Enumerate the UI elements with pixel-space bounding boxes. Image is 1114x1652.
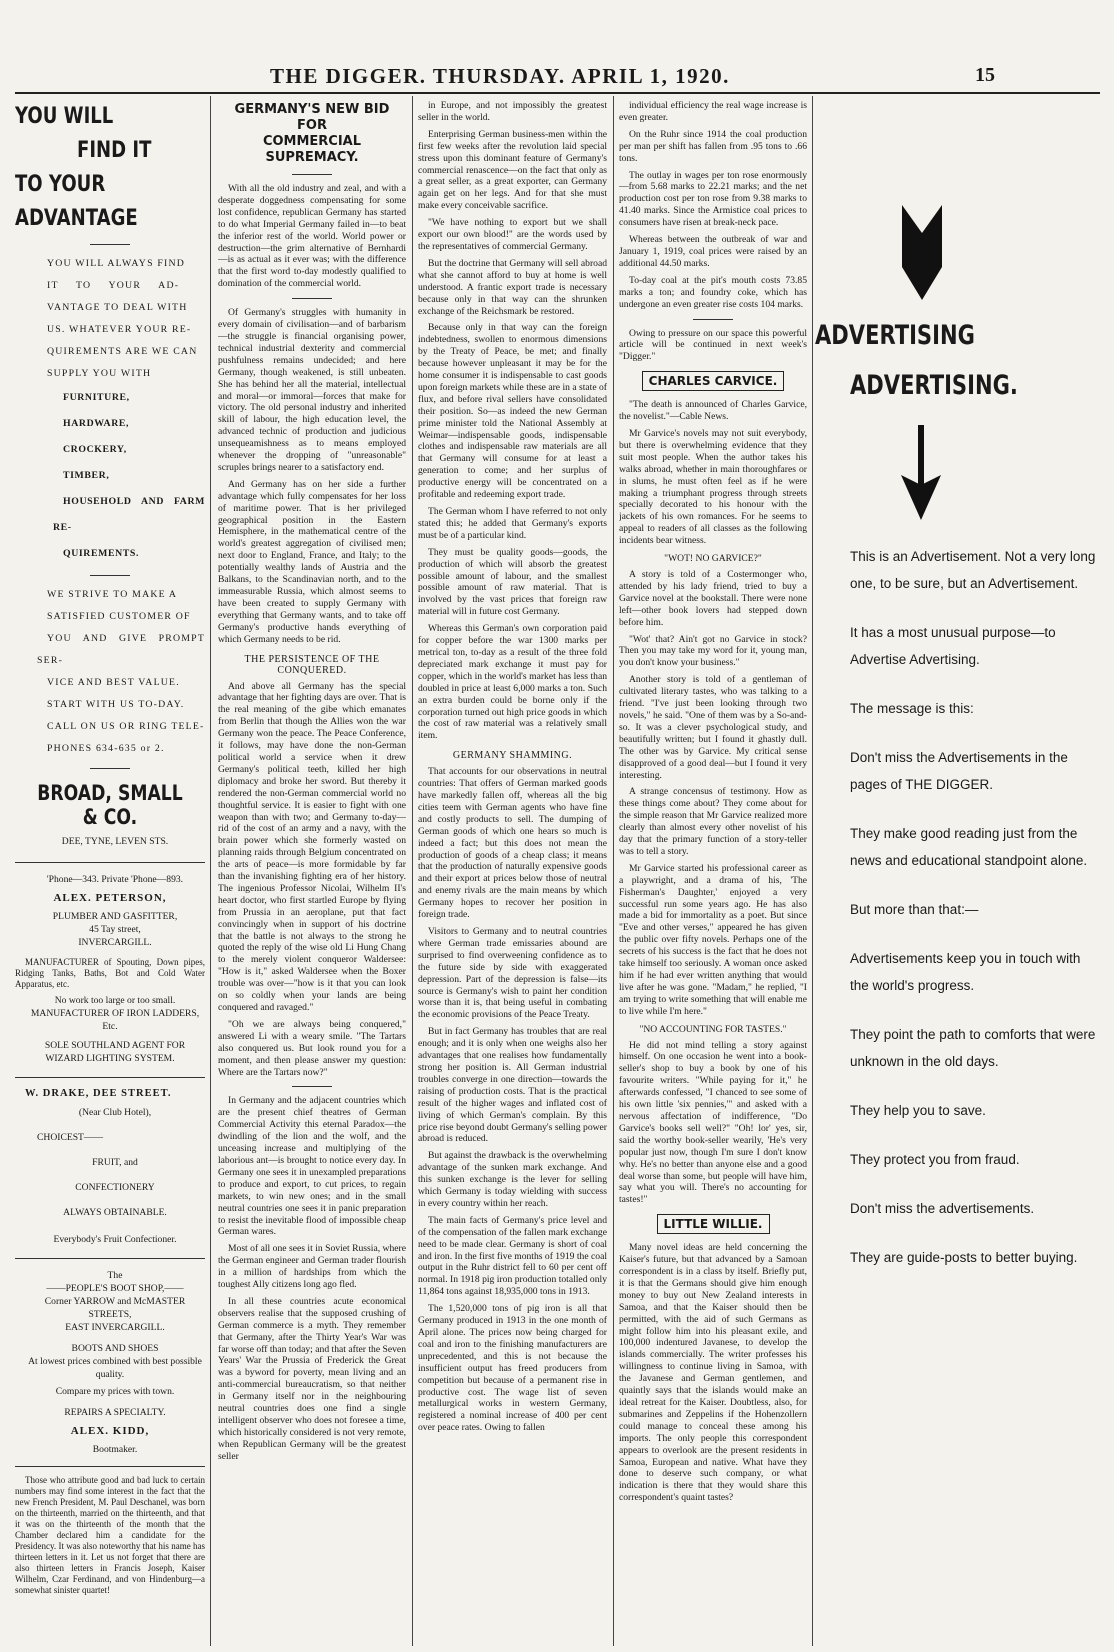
ad-item: CROCKERY, <box>63 444 127 455</box>
ad-line: CALL ON US OR RING TELE- <box>47 721 205 732</box>
ad-drake <box>15 1088 205 1246</box>
paragraph: And above all Germany has the special advantage that her fighting days are over. That is the real meaning of the gibe which emanates from Berlin that though the Allies won the war Germany won the peace. The Peace Conference, it follows, may have done the non-German political world a service when it drew Germany's political teeth, killed her high diplomacy and broke her sword. But thereby it rendered the non-German commercial world no thoughtful service. It is easier to fight with one weapon than with two; and Germany to-day—rid of the cost of an army and a navy, with the brain power which she formerly wasted on planning raids through Belgium concentrated on the arts of peace—is more formidable by far than the invanishing fighting era of her history. The ingenious Professor Nicolai, Wilhelm II's heart doctor, who first startled Europe by flying from Prussia in an aeroplane, put that fact convincingly when in support of his doctrine that the battle is not always to the strong he quoted the reply of the wise old Li Hung Chang to the merely violent conqueror Waldersee: "How is it," asked Waldersee when the Boxer trouble was over—"how is it that you can look on so coldly when your lands are being conquered and ravaged." <box>218 680 406 1013</box>
article-column <box>218 100 406 1645</box>
article-headline <box>218 102 406 166</box>
ad-line: (Near Club Hotel), <box>78 1106 152 1118</box>
divider <box>90 575 130 576</box>
ad-line: CONFECTIONERY <box>75 1181 155 1193</box>
ad-line: Everybody's Fruit Confectioner. <box>53 1233 177 1245</box>
paragraph: "We have nothing to export but we shall export our own blood!" are the words used by the representatives of commercial Germany. <box>418 217 607 252</box>
ad-text: MANUFACTURER of Spouting, Down pipes, Ridging Tanks, Baths, Bot and Cold Water Apparatus, etc. <box>15 957 205 989</box>
ad-brand: BROAD, SMALL & CO. <box>37 781 183 829</box>
divider <box>90 768 130 769</box>
advertising-text <box>850 543 1098 1293</box>
paragraph: He did not mind telling a story against himself. On one occasion he went into a book-seller's shop to buy a book by one of his favourite writers. "While paying for it," he afterwards confessed, "I chanced to see some of his own little 'six pennies,'" and asked with a nervous affectation of indifference, "Do Garvice's books sell well?" "Oh! lor' yes, sir, said the worthy book-seller wearily, 'He's very popular just now, though I'm sure I don't know why. He's no better than anyone else and a good deal worse than some, but people will have him, say what you will. There's no accounting for tastes!" <box>619 1039 807 1206</box>
ad-line: US. WHATEVER YOUR RE- <box>47 324 192 335</box>
subheading: GERMANY SHAMMING. <box>452 750 573 762</box>
ad-line: VICE AND BEST VALUE. <box>47 677 180 688</box>
paragraph: But in fact Germany has troubles that are real enough; and it is only when one weighs also her advantages that one realises how fundamentally strong her position is. All German industrial troubles converge in one direction—towards the raising of production costs. That is the practical result of the higher wages and inflated cost of living of which German's complain. By this price rise beyond doubt Germany's selling power abroad is reduced. <box>418 1026 607 1145</box>
ad-broad-small <box>15 100 205 848</box>
paragraph: Enterprising German business-men within the first few weeks after the revolution laid special stress upon this dominant feature of Germany's commercial renascence—on the fact that only as a great seller, as a great exporter, can Germany again get on her legs. And for that she must make every conceivable sacrifice. <box>418 128 607 212</box>
paragraph: Mr Garvice started his professional career as a playwright, and a drama of his, 'The Fisherman's Daughter,' enjoyed a very successful run some years ago. He has also made a bid for immortality as a poet. But since "Eve and other verses," appeared he has given the public over fifty novels. Perhaps one of the secrets of his success is the fact that he does not take himself too seriously. A woman once asked him if he had ever written anything that would live after he was gone. "Madam," he replied, "I am trying to write something that will enable me to live while I'm here." <box>619 862 807 1017</box>
ad-border <box>15 1258 205 1259</box>
paragraph: "Wot' that? Ain't got no Garvice in stock? Then you may take my word for it, young man, you don't know your business." <box>619 633 807 669</box>
masthead <box>0 62 1114 92</box>
advert-line: They are guide-posts to better buying. <box>850 1250 1078 1265</box>
advert-line: But more than that:— <box>850 902 979 917</box>
ad-line: QUIREMENTS ARE WE CAN <box>47 346 198 357</box>
ad-name: W. DRAKE, DEE STREET. <box>25 1088 172 1099</box>
column-divider <box>812 96 813 1646</box>
paragraph: In all these countries acute economical observers realise that the supposed crushing of German commerce is a myth. They remember that Germany, after the Thirty Year's War was far worse off than today; and that after the Seven Years' War the Prussia of Frederick the Great was a byword for poverty, mean living and an anti-commercial bureaucratism, so that neither in Germany itself nor in the neighbouring neutral countries does one find a single intelligent observer who does not foresee a time, which historically considered is not very remote, when Republican Germany will be the greatest seller <box>218 1295 406 1462</box>
paragraph: Mr Garvice's novels may not suit everybody, but there is overwhelming evidence that they suit most people. When the author takes his walks abroad, whether in main thoroughfares or in slums, he must often feel as if he were making a triumphant progress through streets specially decorated to his honour with the jackets of his own romances. For he seems to appeal to readers of all classes as the following incidents bear witness. <box>619 428 807 547</box>
ad-line: YOU AND GIVE PROMPT SER- <box>37 633 205 666</box>
article-headline: LITTLE WILLIE. <box>657 1214 770 1234</box>
paragraph: Owing to pressure on our space this powerful article will be continued in next week's "Digger." <box>619 327 807 363</box>
column-divider <box>210 96 211 1646</box>
paragraph: In Germany and the adjacent countries which are the present chief theatres of German Commercial Activity this eternal Paradox—the dwindling of the lion and the wolf, and the unceasing increase and multiplying of the laborious ant—is brought to notice every day. In Germany one sees it in unexampled preparations to produce and export, to cut prices, to regain markets, to win new ones; and in the small neutral countries one sees it in panic preparation to resist the inevitable flood of impossible cheap German wares. <box>218 1095 406 1238</box>
arrow-down-icon <box>901 425 941 520</box>
ad-line: ALWAYS OBTAINABLE. <box>63 1206 167 1218</box>
ad-line: Bootmaker. <box>92 1443 138 1455</box>
column-divider <box>412 96 413 1646</box>
ad-address: INVERCARGILL. <box>78 937 152 948</box>
ad-streets: DEE, TYNE, LEVEN STS. <box>61 836 169 847</box>
ad-boot-shop <box>15 1269 205 1456</box>
ad-line: WE STRIVE TO MAKE A <box>47 589 178 600</box>
ad-line: PHONES 634-635 or 2. <box>47 743 165 754</box>
ad-peterson <box>15 873 205 1065</box>
ad-line: ——PEOPLE'S BOOT SHOP,—— <box>46 1282 184 1294</box>
paragraph: The outlay in wages per ton rose enormously—from 5.68 marks to 22.21 marks; and the net production cost per ton rose from 9.38 marks to 41.40 marks. Since the Armistice coal prices to consumers have risen at break-neck pace. <box>619 169 807 229</box>
paragraph: Because only in that way can the foreign indebtedness, swollen to enormous dimensions by the Treaty of Peace, be met; and finally because however unpleasant it may be for the home consumer it is indispensable to cast goods upon foreign markets while these are in a state of flux, and before rival sellers have consolidated their position. So—as indeed the new German prime minister told the National Assembly at Weimar—indispensable goods, indispensable clothes and indispensable raw materials are all that Germany will consume for at least a generation to come; and her surplus of productive energy will be concentrated on a profitable and redeeming export trade. <box>418 322 607 501</box>
ad-line: Corner YARROW and McMASTER STREETS, <box>44 1295 186 1320</box>
ad-border <box>15 1077 205 1078</box>
ad-border <box>15 862 205 863</box>
ad-line: FRUIT, and <box>92 1156 138 1168</box>
page-number: 15 <box>975 64 995 86</box>
article-headline: CHARLES CARVICE. <box>642 371 785 391</box>
headline-line: COMMERCIAL SUPREMACY. <box>262 134 362 165</box>
ad-headline: FIND IT <box>77 138 152 163</box>
ad-line: The <box>107 1269 123 1281</box>
advert-line: They help you to save. <box>850 1103 986 1118</box>
article-column <box>619 100 807 1645</box>
advert-line: They make good reading just from the news and educational standpoint alone. <box>850 826 1088 868</box>
ad-border <box>15 1466 205 1467</box>
ad-line: SUPPLY YOU WITH <box>47 368 152 379</box>
article-column <box>418 100 607 1645</box>
ad-line: SATISFIED CUSTOMER OF <box>47 611 191 622</box>
ad-headline: YOU WILL <box>15 104 114 129</box>
divider <box>292 174 332 175</box>
advertising-heading: ADVERTISING. <box>850 370 1018 401</box>
paragraph: The German whom I have referred to not only stated this; he added that Germany's exports must be of a particular kind. <box>418 506 607 541</box>
advert-line: The message is this: <box>850 701 974 716</box>
advert-line: They point the path to comforts that were unknown in the old days. <box>850 1027 1096 1069</box>
ads-column <box>15 100 205 1645</box>
paragraph: Whereas this German's own corporation paid for copper before the war 1300 marks per metrical ton, to-day as a result of the three fold depreciated mark exchange it must pay for copper, which in the world's market has less than doubled in price at least 6,000 marks a ton. Such an extra burden could be borne only if the corporation turned out high price goods in which the cost of raw material was a relatively small item. <box>418 623 607 742</box>
paragraph: Many novel ideas are held concerning the Kaiser's future, but that advanced by a Samoan correspondent is in a class by itself. Briefly put, it is that the Germans should give him enough money to buy out New Zealand interests in Samoa, and that the Kaiser should then be permitted, with the aid of such Germans as might follow him into his pleasant exile, and 100,000 indentured Javanese, to develop the islands commercially. The writer professes his willingness to continue living in Samoa, with the Javanese and German gentlemen, and quaintly says that the islands would make an ideal retreat for the Kaiser. Doubtless, also, for submarines and Zeppelins if the Hohenzollern could manage to conceal these among his imports. The only people this correspondent appears to overlook are the present residents in Samoa, European and native. What have they done to deserve such company, or what indication is there that they would share this correspondent's quaint tastes? <box>619 1242 807 1504</box>
ad-line: SOLE SOUTHLAND AGENT FOR WIZARD LIGHTING SYSTEM. <box>44 1040 186 1064</box>
paragraph: The main facts of Germany's price level and of the compensation of the fallen mark exchange need to be made clear. Germany is short of coal and iron. In the first five months of 1919 the coal output in the Ruhr district fell to 60 per cent off normal. In 1918 pig iron production totalled only 11,864 tons against 18,935,000 tons in 1913. <box>418 1214 607 1298</box>
paragraph: A strange concensus of testimony. How as these things come about? They come about for the simple reason that Mr Garvice realized more clearly than almost every other novelist of his day that the primary function of a story-teller was to tell a story. <box>619 786 807 857</box>
paragraph: On the Ruhr since 1914 the coal production per man per shift has fallen from .95 tons to .66 tons. <box>619 128 807 164</box>
ad-line: Compare my prices with town. <box>55 1385 175 1397</box>
paragraph: And Germany has on her side a further advantage which fully compensates for her loss of maritime power. That is her privileged geographical position in the Eastern Hemisphere, in the mathematical centre of the world's greatest aggregation of civilised men; next door to England, France, and Italy; to the potentially wealthy lands of Austria and the Balkans, to the Scandinavian north, and to the immeasurable Russia, which almost seems to have been created to supply Germany with everything that Germany wants, and to take off Germany's productive hands everything of which Germany needs to be rid. <box>218 478 406 645</box>
divider <box>292 298 332 299</box>
ad-line: IT TO YOUR AD- <box>47 280 180 291</box>
paragraph: Of Germany's struggles with humanity in every domain of civilisation—and of barbarism—the struggle is financial organising power, technical industrial dexterity and commercial pushfulness remains undecided; and here Germany, though weakened, is still unbeaten. She has behind her all the material, intellectual and moral—or immoral—forces that make for victory. The old personal industry and inherited skill of labour, the high education level, the advanced technic of production and judicious unsequeamishness as to means employed whenever the dropping of "unreasonable" scruples brings nearer to a satisfactory end. <box>218 307 406 473</box>
subheading: "WOT! NO GARVICE?" <box>664 553 762 565</box>
subheading: "NO ACCOUNTING FOR TASTES." <box>639 1023 787 1035</box>
ad-line: At lowest prices combined with best possible quality. <box>28 1355 202 1380</box>
paragraph: But the doctrine that Germany will sell abroad what she cannot afford to buy at home is well understood. A frantic export trade is necessary because only in that way can the shrunken exchange of the Reichsmark be restored. <box>418 257 607 317</box>
ad-trade: PLUMBER AND GASFITTER, <box>52 911 178 922</box>
paragraph: "The death is announced of Charles Garvice, the novelist."—Cable News. <box>619 399 807 423</box>
ad-line: VANTAGE TO DEAL WITH <box>47 302 188 313</box>
advert-line: Don't miss the Advertisements in the pages of THE DIGGER. <box>850 750 1068 792</box>
paragraph: "Oh we are always being conquered," answered Li with a weary smile. "The Tartars also conquered us. But look round you for a moment, and then please answer my question: Where are the Tartars now?" <box>218 1018 406 1078</box>
ad-item: QUIREMENTS. <box>63 548 140 559</box>
ad-line: MANUFACTURER OF IRON LADDERS, Etc. <box>30 1008 200 1032</box>
paragraph: With all the old industry and zeal, and with a desperate doggedness compensating for some lost confidence, republican Germany has started to do what Imperial Germany failed in—to beat the inferior rest of the world. World power or destruction—the grim alternative of Bernhardi—is as actual as it ever was; with the difference that the first word to-day modestly qualified to domination of the commercial world. <box>218 183 406 290</box>
ad-line: YOU WILL ALWAYS FIND <box>47 258 186 269</box>
divider <box>90 244 130 245</box>
ad-item: HARDWARE, <box>63 418 130 429</box>
divider <box>292 1086 332 1087</box>
advert-line: They protect you from fraud. <box>850 1152 1020 1167</box>
subheading: THE PERSISTENCE OF THE CONQUERED. <box>244 653 380 676</box>
ad-line: No work too large or too small. <box>54 995 176 1006</box>
advert-line: Don't miss the advertisements. <box>850 1201 1035 1216</box>
ad-headline: TO YOUR ADVANTAGE <box>15 172 138 231</box>
ad-phone: 'Phone—343. Private 'Phone—893. <box>46 874 184 885</box>
ad-address: 45 Tay street, <box>89 924 141 935</box>
newspaper-title: THE DIGGER. THURSDAY. APRIL 1, 1920. <box>270 64 730 88</box>
paragraph: Another story is told of a gentleman of cultivated literary tastes, who was talking to a friend. "I've just been looking through two novels," he said. "One of them was by a So-and-so. It was a clever psychological study, and beautifully written; but I found it ghastly dull. The other was by Garvice. My critical sense disapproved of a good deal—but I found it very interesting. <box>619 674 807 781</box>
paragraph: Those who attribute good and bad luck to certain numbers may find some interest in the fact that the new French President, M. Paul Deschanel, was born on the thirteenth, married on the thirteenth, and that it was on the thirteenth of the month that the Chamber declared him a candidate for the Presidency. It was also noteworthy that his name has thirteen letters in it. Let us not forget that there are also thirteen letters in Francis Joseph, Kaiser Wilhelm, Czar Ferdinand, and von Hindenburg—a somewhat sinister quartet! <box>15 1474 205 1595</box>
ad-item: HOUSEHOLD AND FARM RE- <box>53 496 205 533</box>
ad-line: REPAIRS A SPECIALTY. <box>64 1406 166 1418</box>
paragraph: in Europe, and not impossibly the greatest seller in the world. <box>418 100 607 123</box>
advertising-heading: ADVERTISING <box>815 320 975 351</box>
ad-item: FURNITURE, <box>63 392 130 403</box>
paragraph: Most of all one sees it in Soviet Russia, where the German engineer and German trader flourish in a million of hardships from which the toughest Ally citizens long ago fled. <box>218 1243 406 1291</box>
paragraph: Visitors to Germany and to neutral countries where German trade emissaries abound are surprised to find overweening confidence as to the future side by side with exaggerated depression. Part of the depression is false—its source is Germany's wish to paint her condition worse than it is, that being useful in combating the economic provisions of the Peace Treaty. <box>418 926 607 1021</box>
ad-name: ALEX. PETERSON, <box>53 892 167 904</box>
ad-line: START WITH US TO-DAY. <box>47 699 185 710</box>
ad-line: BOOTS AND SHOES <box>71 1342 159 1354</box>
ad-line: CHOICEST—— <box>37 1131 104 1143</box>
masthead-rule <box>15 92 1100 94</box>
divider <box>693 319 733 320</box>
headline-line: GERMANY'S NEW BID FOR <box>234 102 390 133</box>
ad-name: ALEX. KIDD, <box>70 1424 150 1437</box>
advertising-column <box>815 100 1105 1640</box>
advert-line: Advertisements keep you in touch with the world's progress. <box>850 951 1081 993</box>
column-divider <box>613 96 614 1646</box>
ad-item: TIMBER, <box>63 470 110 481</box>
paragraph: That accounts for our observations in neutral countries: That offers of German marked goods have markedly fallen off, whereas all the big cities teem with German agents who have fine and costly products to sell. The dumping of German goods of which one hears so much is indeed a fact; but this does not mean the production of goods of a cheap class; it means that the production of naturally expensive goods and their export at prices below those of neutral and enemy rivals are the main means by which Germany hopes to recover her position in foreign trade. <box>418 766 607 921</box>
advert-line: This is an Advertisement. Not a very long one, to be sure, but an Advertisement. <box>850 549 1096 591</box>
paragraph: They must be quality goods—goods, the production of which will absorb the greatest possible amount of labour, and the smallest possible amount of raw material. That is involved by the vast prices that foreign raw material will in future cost Germany. <box>418 546 607 618</box>
paragraph: To-day coal at the pit's mouth costs 73.85 marks a ton; and foundry coke, which has undergone an even greater rise costs 104 marks. <box>619 274 807 310</box>
paragraph: But against the drawback is the overwhelming advantage of the sunken mark exchange. And this sunken exchange is the lever for selling which Germany is today wielding with success in every country within her reach. <box>418 1150 607 1209</box>
paragraph: A story is told of a Costermonger who, attended by his lady friend, tried to buy a Garvice novel at the bookstall. There were none left—other book lovers had stepped down before him. <box>619 569 807 628</box>
arrow-down-icon <box>898 205 946 300</box>
ad-line: EAST INVERCARGILL. <box>65 1321 165 1333</box>
paragraph: Whereas between the outbreak of war and January 1, 1919, coal prices were raised by an additional 44.50 marks. <box>619 234 807 269</box>
paragraph: The 1,520,000 tons of pig iron is all that Germany produced in 1913 in the one month of April alone. The prices now being charged for coal and iron to the finishing manufacturers are unprecedented, and this is not because the insufficient output has freed producers from competition but because of a permanent rise in productive cost. The wage list of seven metallurgical works in western Germany, registered a nominal increase of 400 per cent over peace rates. Owing to fallen <box>418 1303 607 1434</box>
paragraph: individual efficiency the real wage increase is even greater. <box>619 100 807 123</box>
advert-line: It has a most unusual purpose—to Advertise Advertising. <box>850 625 1056 667</box>
